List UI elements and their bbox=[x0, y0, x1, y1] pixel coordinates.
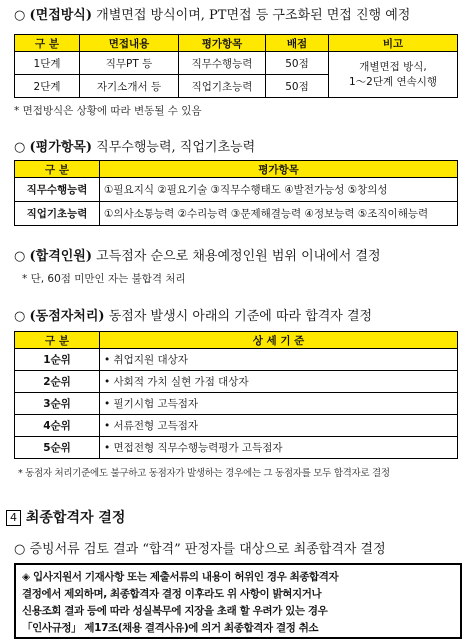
col-header: 구 분 bbox=[15, 35, 80, 52]
table-cell: • 면접전형 직무수행능력평가 고득점자 bbox=[100, 437, 458, 459]
remark-cell bbox=[329, 52, 458, 98]
row-label: 2순위 bbox=[15, 371, 100, 393]
table-row bbox=[15, 371, 458, 393]
row-label: 1순위 bbox=[15, 349, 100, 371]
table-cell: 1단계 bbox=[15, 52, 80, 75]
bullet: ○ bbox=[14, 140, 26, 155]
row-label: 4순위 bbox=[15, 415, 100, 437]
pass-count-line bbox=[14, 245, 381, 264]
warning-line bbox=[22, 569, 454, 586]
section-text: 증빙서류 검토 결과 “합격” 판정자를 대상으로 최종합격자 결정 bbox=[29, 542, 386, 557]
table-cell: • 사회적 가치 실현 가점 대상자 bbox=[100, 371, 458, 393]
interview-method-line bbox=[14, 4, 410, 23]
table-cell: 50점 bbox=[266, 52, 329, 75]
row-label: 직무수행능력 bbox=[15, 178, 100, 202]
row-label: 직업기초능력 bbox=[15, 202, 100, 226]
section-heading: (면접방식) bbox=[29, 8, 93, 23]
table-row bbox=[15, 393, 458, 415]
section-title bbox=[6, 507, 125, 527]
col-header: 면접내용 bbox=[80, 35, 179, 52]
warning-box bbox=[14, 563, 462, 639]
table-cell: 직무PT 등 bbox=[80, 52, 179, 75]
bullet: ○ bbox=[14, 309, 26, 324]
table-row bbox=[15, 178, 458, 202]
col-header: 평가항목 bbox=[179, 35, 266, 52]
section-title-text: 최종합격자 결정 bbox=[25, 510, 126, 526]
table-cell: 자기소개서 등 bbox=[80, 75, 179, 98]
col-header: 구 분 bbox=[15, 161, 100, 178]
bullet: ○ bbox=[14, 542, 26, 557]
section-heading: (평가항목) bbox=[29, 140, 93, 155]
diamond-icon: ◈ bbox=[22, 571, 30, 583]
bullet: ○ bbox=[14, 8, 26, 23]
remark-line: 개별면접 방식, bbox=[359, 60, 427, 73]
col-header: 구 분 bbox=[15, 332, 100, 349]
table-row bbox=[15, 437, 458, 459]
table-cell: ①의사소통능력 ②수리능력 ③문제해결능력 ④정보능력 ⑤조직이해능력 bbox=[100, 202, 458, 226]
final-selection-line bbox=[14, 538, 386, 557]
table-cell: 직업기초능력 bbox=[179, 75, 266, 98]
remark-line: 1～2단계 연속시행 bbox=[348, 75, 438, 88]
evaluation-table bbox=[14, 160, 458, 226]
section-text: 직무수행능력, 직업기초능력 bbox=[96, 140, 256, 155]
col-header: 상 세 기 준 bbox=[100, 332, 458, 349]
col-header: 배점 bbox=[266, 35, 329, 52]
table-row bbox=[15, 52, 458, 75]
row-label: 3순위 bbox=[15, 393, 100, 415]
col-header: 평가항목 bbox=[100, 161, 458, 178]
evaluation-items-line bbox=[14, 136, 255, 155]
section-text: 고득점자 순으로 채용예정인원 범위 이내에서 결정 bbox=[96, 249, 381, 264]
table-cell: 2단계 bbox=[15, 75, 80, 98]
table-cell: • 취업지원 대상자 bbox=[100, 349, 458, 371]
section-heading: (합격인원) bbox=[29, 249, 93, 264]
row-label: 5순위 bbox=[15, 437, 100, 459]
note: * 면접방식은 상황에 따라 변동될 수 있음 bbox=[14, 105, 202, 117]
table-cell: ①필요지식 ②필요기술 ③직무수행태도 ④발전가능성 ⑤창의성 bbox=[100, 178, 458, 202]
section-text: 동점자 발생시 아래의 기준에 따라 합격자 결정 bbox=[108, 309, 373, 324]
table-cell: 직무수행능력 bbox=[179, 52, 266, 75]
table-cell: • 서류전형 고득점자 bbox=[100, 415, 458, 437]
table-cell: 50점 bbox=[266, 75, 329, 98]
tie-handling-line bbox=[14, 305, 372, 324]
note: * 단, 60점 미만인 자는 불합격 처리 bbox=[22, 273, 186, 285]
interview-table bbox=[14, 34, 458, 98]
section-number-box: 4 bbox=[6, 510, 21, 526]
section-heading: (동점자처리) bbox=[29, 309, 105, 324]
table-row bbox=[15, 202, 458, 226]
table-row bbox=[15, 349, 458, 371]
warning-line: 「인사규정」 제17조(채용 결격사유)에 의거 최종합격자 결정 취소 bbox=[22, 622, 319, 634]
section-text: 개별면접 방식이며, PT면접 등 구조화된 면접 진행 예정 bbox=[96, 8, 411, 23]
tie-criteria-table bbox=[14, 331, 458, 459]
table-cell: • 필기시험 고득점자 bbox=[100, 393, 458, 415]
warning-text: 입사지원서 기재사항 또는 제출서류의 내용이 허위인 경우 최종합격자 bbox=[32, 571, 339, 583]
bullet: ○ bbox=[14, 249, 26, 264]
table-row bbox=[15, 415, 458, 437]
warning-line: 결정에서 제외하며, 최종합격자 결정 이후라도 위 사항이 밝혀지거나 bbox=[22, 588, 322, 600]
col-header: 비고 bbox=[329, 35, 458, 52]
note: * 동점자 처리기준에도 불구하고 동점자가 발생하는 경우에는 그 동점자를 모두 합격자로 결정 bbox=[18, 468, 390, 479]
warning-line: 신용조회 결과 등에 따라 성실복무에 지장을 초래 할 우려가 있는 경우 bbox=[22, 605, 328, 617]
